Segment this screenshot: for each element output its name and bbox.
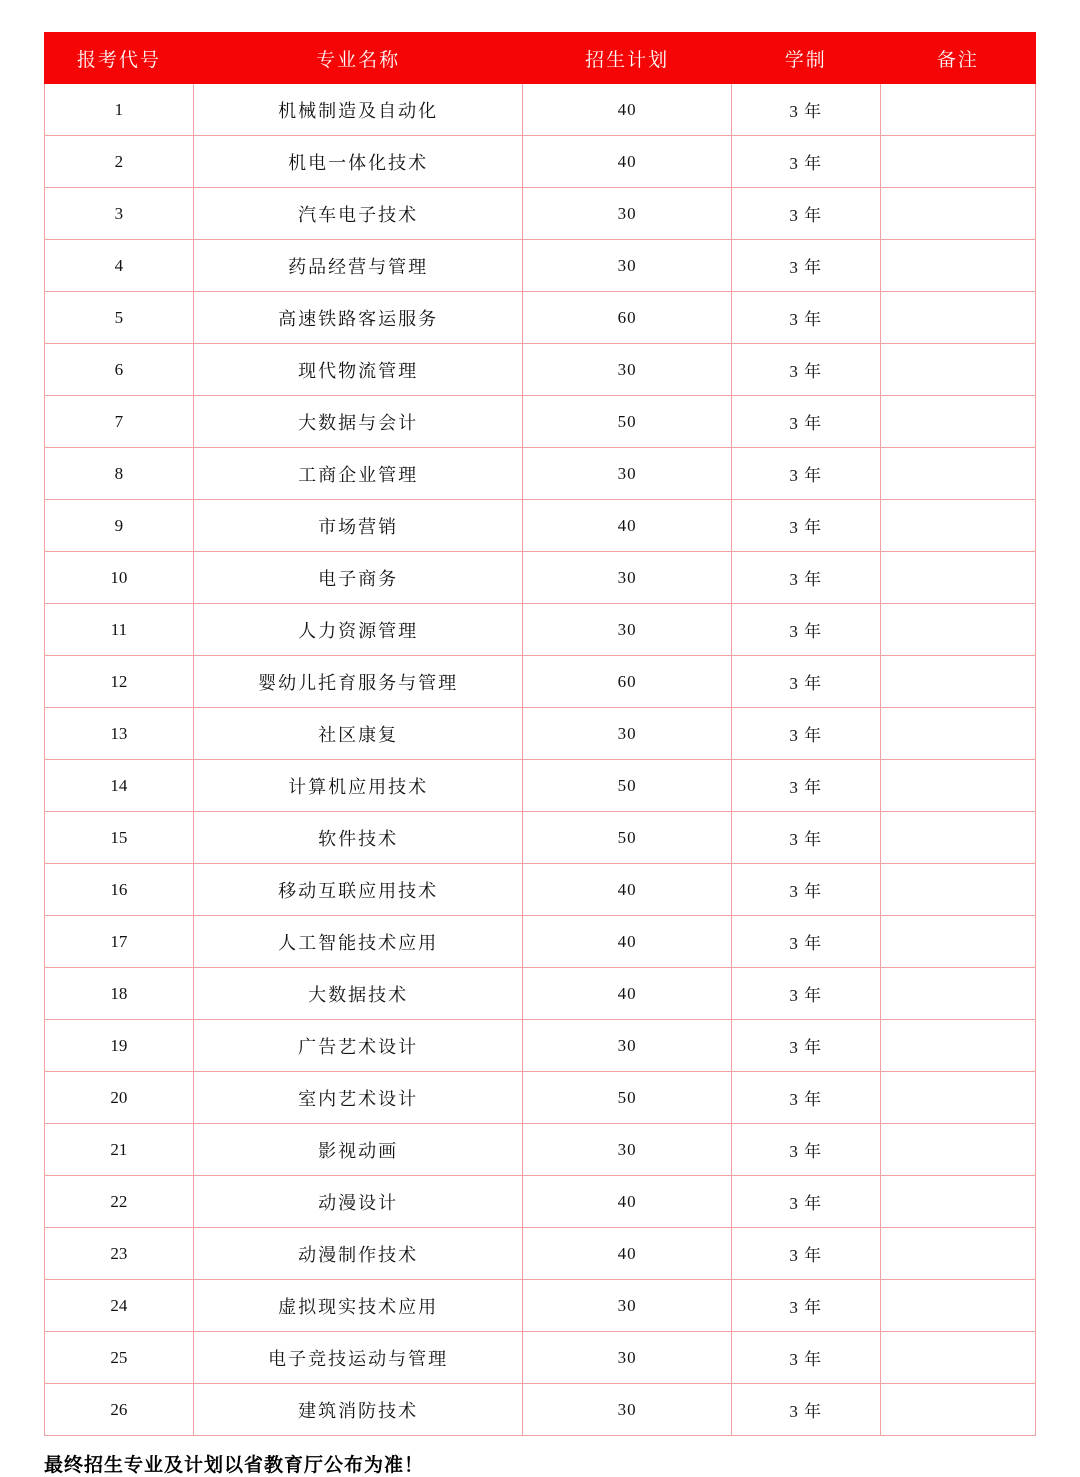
cell-major-name: 大数据与会计 bbox=[193, 396, 523, 448]
cell-duration: 3 年 bbox=[731, 604, 880, 656]
cell-major-name: 电子商务 bbox=[193, 552, 523, 604]
cell-remarks bbox=[880, 760, 1035, 812]
cell-duration: 3 年 bbox=[731, 656, 880, 708]
cell-code: 9 bbox=[45, 500, 194, 552]
cell-remarks bbox=[880, 1228, 1035, 1280]
cell-code: 25 bbox=[45, 1332, 194, 1384]
cell-major-name: 婴幼儿托育服务与管理 bbox=[193, 656, 523, 708]
cell-enrollment-plan: 60 bbox=[523, 656, 731, 708]
cell-enrollment-plan: 30 bbox=[523, 708, 731, 760]
cell-duration: 3 年 bbox=[731, 968, 880, 1020]
cell-code: 23 bbox=[45, 1228, 194, 1280]
table-row bbox=[45, 84, 1036, 136]
column-header-remarks: 备注 bbox=[880, 33, 1035, 84]
cell-major-name: 电子竞技运动与管理 bbox=[193, 1332, 523, 1384]
table-row bbox=[45, 1332, 1036, 1384]
cell-enrollment-plan: 30 bbox=[523, 240, 731, 292]
cell-enrollment-plan: 30 bbox=[523, 448, 731, 500]
cell-enrollment-plan: 40 bbox=[523, 1228, 731, 1280]
cell-remarks bbox=[880, 864, 1035, 916]
table-row bbox=[45, 448, 1036, 500]
cell-remarks bbox=[880, 84, 1035, 136]
cell-duration: 3 年 bbox=[731, 396, 880, 448]
footnote: 最终招生专业及计划以省教育厅公布为准！ bbox=[44, 1455, 425, 1476]
column-header-major-name: 专业名称 bbox=[193, 33, 523, 84]
cell-enrollment-plan: 30 bbox=[523, 1332, 731, 1384]
table-row bbox=[45, 1176, 1036, 1228]
cell-enrollment-plan: 30 bbox=[523, 344, 731, 396]
cell-duration: 3 年 bbox=[731, 1020, 880, 1072]
cell-code: 18 bbox=[45, 968, 194, 1020]
cell-remarks bbox=[880, 136, 1035, 188]
cell-code: 5 bbox=[45, 292, 194, 344]
cell-remarks bbox=[880, 1280, 1035, 1332]
cell-enrollment-plan: 40 bbox=[523, 84, 731, 136]
table-row bbox=[45, 1124, 1036, 1176]
enrollment-plan-table bbox=[44, 32, 1036, 1436]
column-header-duration: 学制 bbox=[731, 33, 880, 84]
cell-major-name: 市场营销 bbox=[193, 500, 523, 552]
cell-duration: 3 年 bbox=[731, 188, 880, 240]
table-body bbox=[45, 84, 1036, 1436]
cell-code: 16 bbox=[45, 864, 194, 916]
cell-duration: 3 年 bbox=[731, 552, 880, 604]
cell-major-name: 社区康复 bbox=[193, 708, 523, 760]
cell-remarks bbox=[880, 968, 1035, 1020]
cell-enrollment-plan: 30 bbox=[523, 552, 731, 604]
cell-enrollment-plan: 30 bbox=[523, 1020, 731, 1072]
cell-remarks bbox=[880, 188, 1035, 240]
cell-remarks bbox=[880, 240, 1035, 292]
cell-duration: 3 年 bbox=[731, 1280, 880, 1332]
table-row bbox=[45, 968, 1036, 1020]
cell-major-name: 影视动画 bbox=[193, 1124, 523, 1176]
column-header-enrollment-plan: 招生计划 bbox=[523, 33, 731, 84]
cell-enrollment-plan: 30 bbox=[523, 188, 731, 240]
table-row bbox=[45, 500, 1036, 552]
table-row bbox=[45, 864, 1036, 916]
table-row bbox=[45, 812, 1036, 864]
cell-remarks bbox=[880, 604, 1035, 656]
cell-duration: 3 年 bbox=[731, 84, 880, 136]
cell-remarks bbox=[880, 396, 1035, 448]
cell-enrollment-plan: 50 bbox=[523, 396, 731, 448]
cell-duration: 3 年 bbox=[731, 864, 880, 916]
table-row bbox=[45, 1228, 1036, 1280]
cell-enrollment-plan: 30 bbox=[523, 1384, 731, 1436]
cell-remarks bbox=[880, 1332, 1035, 1384]
cell-major-name: 药品经营与管理 bbox=[193, 240, 523, 292]
cell-major-name: 现代物流管理 bbox=[193, 344, 523, 396]
cell-duration: 3 年 bbox=[731, 1228, 880, 1280]
cell-major-name: 广告艺术设计 bbox=[193, 1020, 523, 1072]
cell-code: 19 bbox=[45, 1020, 194, 1072]
cell-major-name: 汽车电子技术 bbox=[193, 188, 523, 240]
cell-enrollment-plan: 40 bbox=[523, 864, 731, 916]
cell-duration: 3 年 bbox=[731, 1124, 880, 1176]
cell-duration: 3 年 bbox=[731, 1176, 880, 1228]
cell-code: 4 bbox=[45, 240, 194, 292]
cell-enrollment-plan: 40 bbox=[523, 916, 731, 968]
table-row bbox=[45, 1072, 1036, 1124]
cell-enrollment-plan: 50 bbox=[523, 1072, 731, 1124]
cell-duration: 3 年 bbox=[731, 916, 880, 968]
cell-code: 8 bbox=[45, 448, 194, 500]
cell-enrollment-plan: 30 bbox=[523, 1124, 731, 1176]
cell-major-name: 动漫设计 bbox=[193, 1176, 523, 1228]
table-row bbox=[45, 292, 1036, 344]
cell-major-name: 计算机应用技术 bbox=[193, 760, 523, 812]
cell-duration: 3 年 bbox=[731, 240, 880, 292]
cell-code: 13 bbox=[45, 708, 194, 760]
table-row bbox=[45, 760, 1036, 812]
cell-remarks bbox=[880, 552, 1035, 604]
cell-code: 20 bbox=[45, 1072, 194, 1124]
cell-major-name: 虚拟现实技术应用 bbox=[193, 1280, 523, 1332]
table-row bbox=[45, 1384, 1036, 1436]
cell-code: 24 bbox=[45, 1280, 194, 1332]
cell-enrollment-plan: 50 bbox=[523, 812, 731, 864]
cell-remarks bbox=[880, 1384, 1035, 1436]
cell-remarks bbox=[880, 448, 1035, 500]
column-header-code: 报考代号 bbox=[45, 33, 194, 84]
cell-code: 26 bbox=[45, 1384, 194, 1436]
table-row bbox=[45, 1020, 1036, 1072]
cell-major-name: 人力资源管理 bbox=[193, 604, 523, 656]
cell-major-name: 建筑消防技术 bbox=[193, 1384, 523, 1436]
cell-code: 7 bbox=[45, 396, 194, 448]
cell-major-name: 机电一体化技术 bbox=[193, 136, 523, 188]
table-row bbox=[45, 344, 1036, 396]
cell-remarks bbox=[880, 1072, 1035, 1124]
cell-duration: 3 年 bbox=[731, 1072, 880, 1124]
table-row bbox=[45, 240, 1036, 292]
table-row bbox=[45, 188, 1036, 240]
cell-code: 2 bbox=[45, 136, 194, 188]
cell-duration: 3 年 bbox=[731, 708, 880, 760]
cell-enrollment-plan: 40 bbox=[523, 136, 731, 188]
cell-code: 11 bbox=[45, 604, 194, 656]
cell-remarks bbox=[880, 812, 1035, 864]
cell-duration: 3 年 bbox=[731, 760, 880, 812]
cell-major-name: 软件技术 bbox=[193, 812, 523, 864]
cell-enrollment-plan: 30 bbox=[523, 604, 731, 656]
cell-remarks bbox=[880, 708, 1035, 760]
cell-code: 15 bbox=[45, 812, 194, 864]
cell-enrollment-plan: 60 bbox=[523, 292, 731, 344]
cell-code: 14 bbox=[45, 760, 194, 812]
cell-duration: 3 年 bbox=[731, 292, 880, 344]
table-row bbox=[45, 136, 1036, 188]
cell-enrollment-plan: 30 bbox=[523, 1280, 731, 1332]
cell-remarks bbox=[880, 500, 1035, 552]
cell-duration: 3 年 bbox=[731, 448, 880, 500]
cell-remarks bbox=[880, 1176, 1035, 1228]
cell-duration: 3 年 bbox=[731, 1384, 880, 1436]
cell-enrollment-plan: 50 bbox=[523, 760, 731, 812]
table-row bbox=[45, 552, 1036, 604]
cell-code: 6 bbox=[45, 344, 194, 396]
table-row bbox=[45, 916, 1036, 968]
cell-duration: 3 年 bbox=[731, 812, 880, 864]
table-row bbox=[45, 396, 1036, 448]
cell-remarks bbox=[880, 656, 1035, 708]
table-row bbox=[45, 708, 1036, 760]
cell-major-name: 人工智能技术应用 bbox=[193, 916, 523, 968]
cell-major-name: 动漫制作技术 bbox=[193, 1228, 523, 1280]
cell-code: 21 bbox=[45, 1124, 194, 1176]
table-row bbox=[45, 1280, 1036, 1332]
cell-major-name: 工商企业管理 bbox=[193, 448, 523, 500]
cell-major-name: 高速铁路客运服务 bbox=[193, 292, 523, 344]
cell-code: 22 bbox=[45, 1176, 194, 1228]
cell-remarks bbox=[880, 344, 1035, 396]
cell-enrollment-plan: 40 bbox=[523, 968, 731, 1020]
cell-enrollment-plan: 40 bbox=[523, 500, 731, 552]
cell-duration: 3 年 bbox=[731, 136, 880, 188]
cell-duration: 3 年 bbox=[731, 1332, 880, 1384]
cell-major-name: 移动互联应用技术 bbox=[193, 864, 523, 916]
cell-code: 3 bbox=[45, 188, 194, 240]
cell-code: 12 bbox=[45, 656, 194, 708]
cell-code: 17 bbox=[45, 916, 194, 968]
cell-remarks bbox=[880, 292, 1035, 344]
cell-duration: 3 年 bbox=[731, 500, 880, 552]
cell-duration: 3 年 bbox=[731, 344, 880, 396]
cell-remarks bbox=[880, 916, 1035, 968]
table-row bbox=[45, 656, 1036, 708]
table-header-row bbox=[45, 33, 1036, 84]
cell-code: 10 bbox=[45, 552, 194, 604]
cell-code: 1 bbox=[45, 84, 194, 136]
cell-enrollment-plan: 40 bbox=[523, 1176, 731, 1228]
table-header bbox=[45, 33, 1036, 84]
cell-remarks bbox=[880, 1020, 1035, 1072]
table-row bbox=[45, 604, 1036, 656]
cell-major-name: 大数据技术 bbox=[193, 968, 523, 1020]
cell-major-name: 室内艺术设计 bbox=[193, 1072, 523, 1124]
cell-remarks bbox=[880, 1124, 1035, 1176]
cell-major-name: 机械制造及自动化 bbox=[193, 84, 523, 136]
